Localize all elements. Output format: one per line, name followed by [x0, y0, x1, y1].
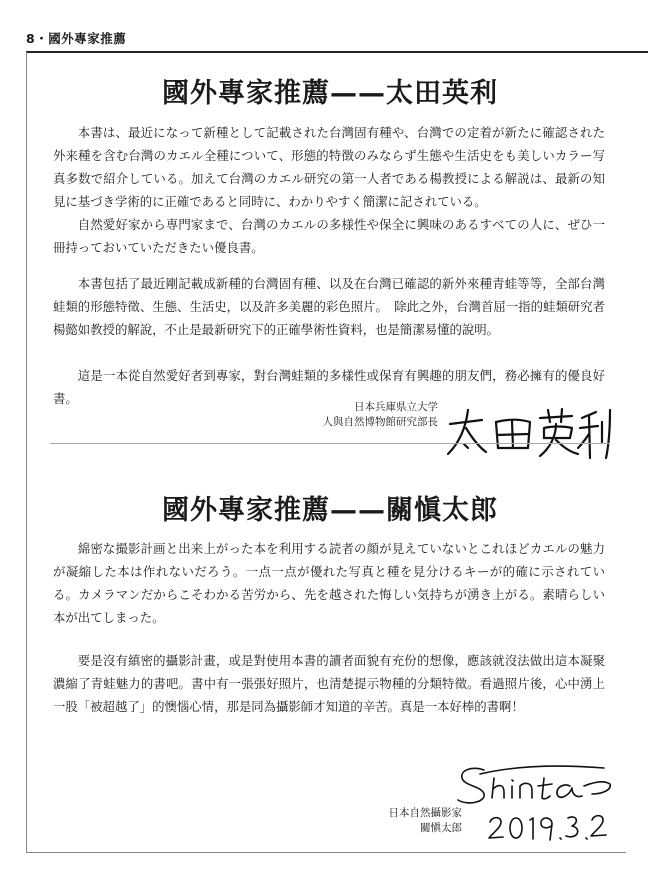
section2-paragraph-1: 綿密な撮影計画と出来上がった本を利用する読者の顔が見えていないとこれほどカエルの魅力が凝縮した本は作れないだろう。一点一点が優れた写真と種を見分けるキーが的確に示されている。カメラマンだからこそわかる苦労から、先を越された悔しい気持ちが湧き上がる。素晴らしい本が出てしまった。: [53, 541, 605, 625]
seki-handwritten-signature: [454, 762, 614, 810]
header-rule: [26, 51, 648, 53]
section2-signature-affiliation: 日本自然攝影家: [388, 807, 462, 819]
section-divider: [50, 443, 610, 444]
frame-bottom-border: [26, 852, 626, 853]
ota-handwritten-signature: [444, 404, 614, 462]
section1-paragraph-2: 自然愛好家から専門家まで、台灣のカエルの多様性や保全に興味のあるすべての人に、ぜひ一冊持っておいていただきたい優良書。: [53, 217, 605, 255]
section1-paragraph-4: 這是一本從自然愛好者到專家，對台灣蛙類的多樣性或保育有興趣的朋友們，務必擁有的優良好書。: [53, 368, 605, 406]
section2-paragraph-2: 要是沒有縝密的攝影計畫，或是對使用本書的讀者面貌有充份的想像，應該就沒法做出這本凝聚濃縮了青蛙魅力的書吧。書中有一張張好照片，也清楚提示物種的分類特徵。看過照片後，心中湧上一股「被超越了」的懊惱心情，那是同為攝影師才知道的辛苦。真是一本好棒的書啊！: [53, 653, 605, 714]
handwritten-date-mark: [486, 808, 610, 844]
section1-paragraph-1: 本書は、最近になって新種として記載された台灣固有種や、台灣での定着が新たに確認された外来種を含む台灣のカエル全種について、形態的特徴のみならず生態や生活史をも美しいカラー写真多数で紹介している。加えて台灣のカエル研究の第一人者である楊教授による解説は、最新の知見に基づき学術的に正確であると同時に、わかりやすく簡潔に記されている。: [53, 125, 605, 209]
section2-signature-name: 關愼太郎: [420, 822, 462, 834]
section1-heading: 國外專家推薦——太田英利: [162, 78, 498, 109]
section1-signature-title: 人與自然博物館研究部長: [322, 416, 438, 428]
section1-signature-block: [323, 400, 439, 430]
running-header: 8・國外專家推薦: [26, 31, 127, 46]
section1-paragraph-3: 本書包括了最近剛記載成新種的台灣固有種、以及在台灣已確認的新外來種青蛙等等，全部台灣蛙類的形態特徵、生態、生活史，以及許多美麗的彩色照片。 除此之外，台灣首屈一指的蛙類研究者楊懿如教授的解說，不止是最新研究下的正確學術性資料，也是簡潔易懂的說明。: [53, 276, 605, 337]
frame-left-border: [26, 52, 27, 852]
section2-heading: 國外專家推薦——關愼太郎: [162, 495, 498, 526]
section1-signature-affiliation: 日本兵庫県立大学: [354, 401, 438, 413]
section2-signature-block: [389, 806, 463, 836]
